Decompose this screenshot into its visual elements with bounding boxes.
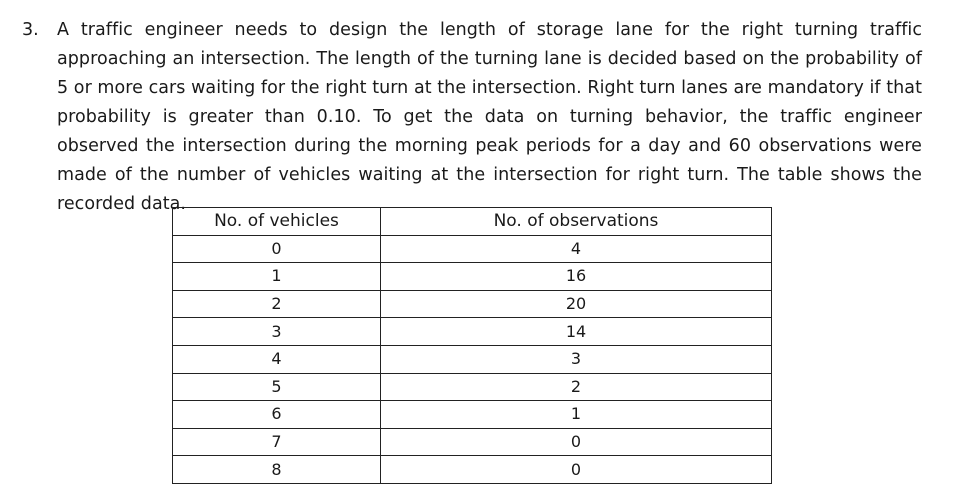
table-row (173, 373, 772, 401)
vehicles-cell: 4 (173, 345, 381, 373)
vehicles-cell: 2 (173, 290, 381, 318)
table-header-row (173, 208, 772, 236)
header-observations: No. of observations (381, 208, 772, 236)
observations-cell: 16 (381, 263, 772, 291)
vehicles-cell: 8 (173, 456, 381, 484)
observations-cell: 0 (381, 456, 772, 484)
table-row (173, 290, 772, 318)
observations-cell: 2 (381, 373, 772, 401)
table-row (173, 456, 772, 484)
table-row (173, 318, 772, 346)
question-text: A traffic engineer needs to design the length of storage lane for the right turning traffic approaching an intersection. The length of the turning lane is decided based on the probability of 5 or more cars waiting for the right turn at the intersection. Right turn lanes are mandatory if that probability is greater than 0.10. To get the data on turning behavior, the traffic engineer observed the intersection during the morning peak periods for a day and 60 observations were made of the number of vehicles waiting at the intersection for right turn. The table shows the recorded data. (57, 20, 922, 214)
question-block (22, 16, 922, 219)
header-vehicles: No. of vehicles (173, 208, 381, 236)
table-row (173, 345, 772, 373)
observations-cell: 14 (381, 318, 772, 346)
vehicles-cell: 6 (173, 401, 381, 429)
table-row (173, 428, 772, 456)
vehicles-cell: 5 (173, 373, 381, 401)
table-row (173, 235, 772, 263)
observations-cell: 3 (381, 345, 772, 373)
vehicles-cell: 7 (173, 428, 381, 456)
observations-cell: 20 (381, 290, 772, 318)
observations-cell: 4 (381, 235, 772, 263)
observations-cell: 1 (381, 401, 772, 429)
vehicles-cell: 0 (173, 235, 381, 263)
table-row (173, 263, 772, 291)
vehicles-cell: 1 (173, 263, 381, 291)
vehicles-cell: 3 (173, 318, 381, 346)
question-number: 3. (22, 20, 39, 40)
observations-cell: 0 (381, 428, 772, 456)
table-row (173, 401, 772, 429)
observations-table (172, 207, 772, 484)
